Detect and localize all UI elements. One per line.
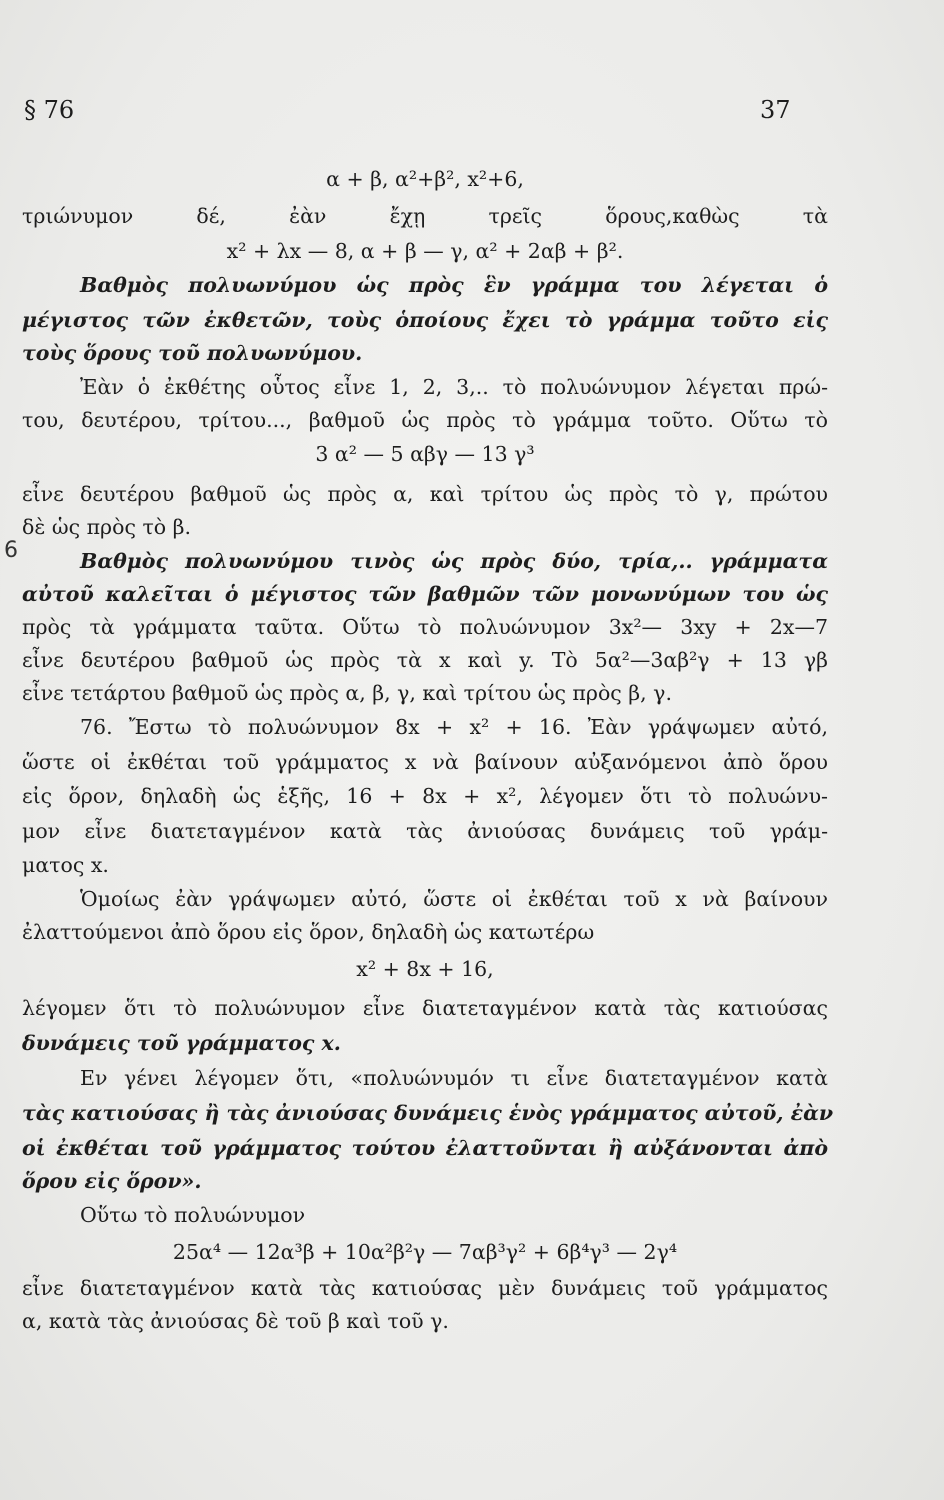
text-line: Ὁμοίως ἐὰν γράψωμεν αὐτό, ὥστε οἱ ἐκθέται τοῦ x νὰ βαίνουν: [80, 887, 828, 911]
text-line: δυνάμεις τοῦ γράμματος x.: [22, 1031, 341, 1055]
quote-line: οἱ ἐκθέται τοῦ γράμματος τούτου ἐλαττοῦνται ἢ αὐξάνονται ἀπὸ: [22, 1136, 828, 1160]
section-start-line: 76. Ἔστω τὸ πολυώνυμον 8x + x² + 16. Ἐὰν γράψωμεν αὐτό,: [80, 715, 828, 739]
text-line: εἰς ὅρον, δηλαδὴ ὡς ἑξῆς, 16 + 8x + x², λέγομεν ὅτι τὸ πολυώνυ-: [22, 784, 828, 808]
text-line: λέγομεν ὅτι τὸ πολυώνυμον εἶνε διατεταγμένον κατὰ τὰς κατιούσας: [22, 996, 828, 1020]
text-line: μον εἶνε διατεταγμένον κατὰ τὰς ἀνιούσας δυνάμεις τοῦ γράμ-: [22, 819, 828, 843]
formula-line: x² + λx — 8, α + β — γ, α² + 2αβ + β².: [226, 239, 624, 263]
formula-line: x² + 8x + 16,: [356, 957, 494, 981]
text-line: του, δευτέρου, τρίτου..., βαθμοῦ ὡς πρὸς τὸ γράμμα τοῦτο. Οὕτω τὸ: [22, 408, 828, 432]
formula-line: 25α⁴ — 12α³β + 10α²β²γ — 7αβ³γ² + 6β⁴γ³ — 2γ⁴: [172, 1240, 678, 1264]
definition-line: μέγιστος τῶν ἐκθετῶν, τοὺς ὁποίους ἔχει τὸ γράμμα τοῦτο εἰς: [22, 308, 828, 332]
margin-note: 6: [4, 538, 18, 563]
text-line: τριώνυμον δέ, ἐὰν ἔχῃ τρεῖς ὅρους,καθὼς τὰ: [22, 204, 828, 228]
text-line: εἶνε δευτέρου βαθμοῦ ὡς πρὸς α, καὶ τρίτου ὡς πρὸς τὸ γ, πρώτου: [22, 482, 828, 506]
formula-line: 3 α² — 5 αβγ — 13 γ³: [315, 442, 535, 466]
page-number: 37: [760, 96, 791, 124]
text-line: ὥστε οἱ ἐκθέται τοῦ γράμματος x νὰ βαίνουν αὐξανόμενοι ἀπὸ ὅρου: [22, 750, 828, 774]
quote-line: Εν γένει λέγομεν ὅτι, «πολυώνυμόν τι εἶνε διατεταγμένον κατὰ: [80, 1066, 828, 1090]
text-line: α, κατὰ τὰς ἀνιούσας δὲ τοῦ β καὶ τοῦ γ.: [22, 1309, 449, 1333]
text-line: δὲ ὡς πρὸς τὸ β.: [22, 515, 192, 539]
definition-line: αὐτοῦ καλεῖται ὁ μέγιστος τῶν βαθμῶν τῶν μονωνύμων του ὡς: [22, 582, 828, 606]
section-header: § 76: [24, 96, 75, 124]
definition-line: Βαθμὸς πολυωνύμου τινὸς ὡς πρὸς δύο, τρία,.. γράμματα: [80, 549, 828, 573]
text-line: εἶνε δευτέρου βαθμοῦ ὡς πρὸς τὰ x καὶ y. Τὸ 5α²—3αβ²γ + 13 γβ: [22, 648, 828, 672]
text-line: ἐλαττούμενοι ἀπὸ ὅρου εἰς ὅρον, δηλαδὴ ὡς κατωτέρω: [22, 920, 595, 944]
definition-line: τοὺς ὅρους τοῦ πολυωνύμου.: [22, 341, 363, 365]
text-line: εἶνε τετάρτου βαθμοῦ ὡς πρὸς α, β, γ, καὶ τρίτου ὡς πρὸς β, γ.: [22, 681, 672, 705]
definition-line: Βαθμὸς πολυωνύμου ὡς πρὸς ἓν γράμμα του λέγεται ὁ: [80, 273, 828, 297]
formula-line: α + β, α²+β², x²+6,: [326, 167, 524, 191]
quote-line: ὅρου εἰς ὅρον».: [22, 1169, 202, 1193]
text-line: εἶνε διατεταγμένον κατὰ τὰς κατιούσας μὲν δυνάμεις τοῦ γράμματος: [22, 1276, 828, 1300]
text-line: ματος x.: [22, 853, 109, 877]
text-line: πρὸς τὰ γράμματα ταῦτα. Οὕτω τὸ πολυώνυμον 3x²— 3xy + 2x—7: [22, 615, 828, 639]
quote-line: τὰς κατιούσας ἢ τὰς ἀνιούσας δυνάμεις ἑνὸς γράμματος αὐτοῦ, ἐὰν: [22, 1101, 834, 1125]
text-line: Οὕτω τὸ πολυώνυμον: [80, 1203, 306, 1227]
text-line: Ἐὰν ὁ ἐκθέτης οὗτος εἶνε 1, 2, 3,.. τὸ πολυώνυμον λέγεται πρώ-: [80, 375, 828, 399]
